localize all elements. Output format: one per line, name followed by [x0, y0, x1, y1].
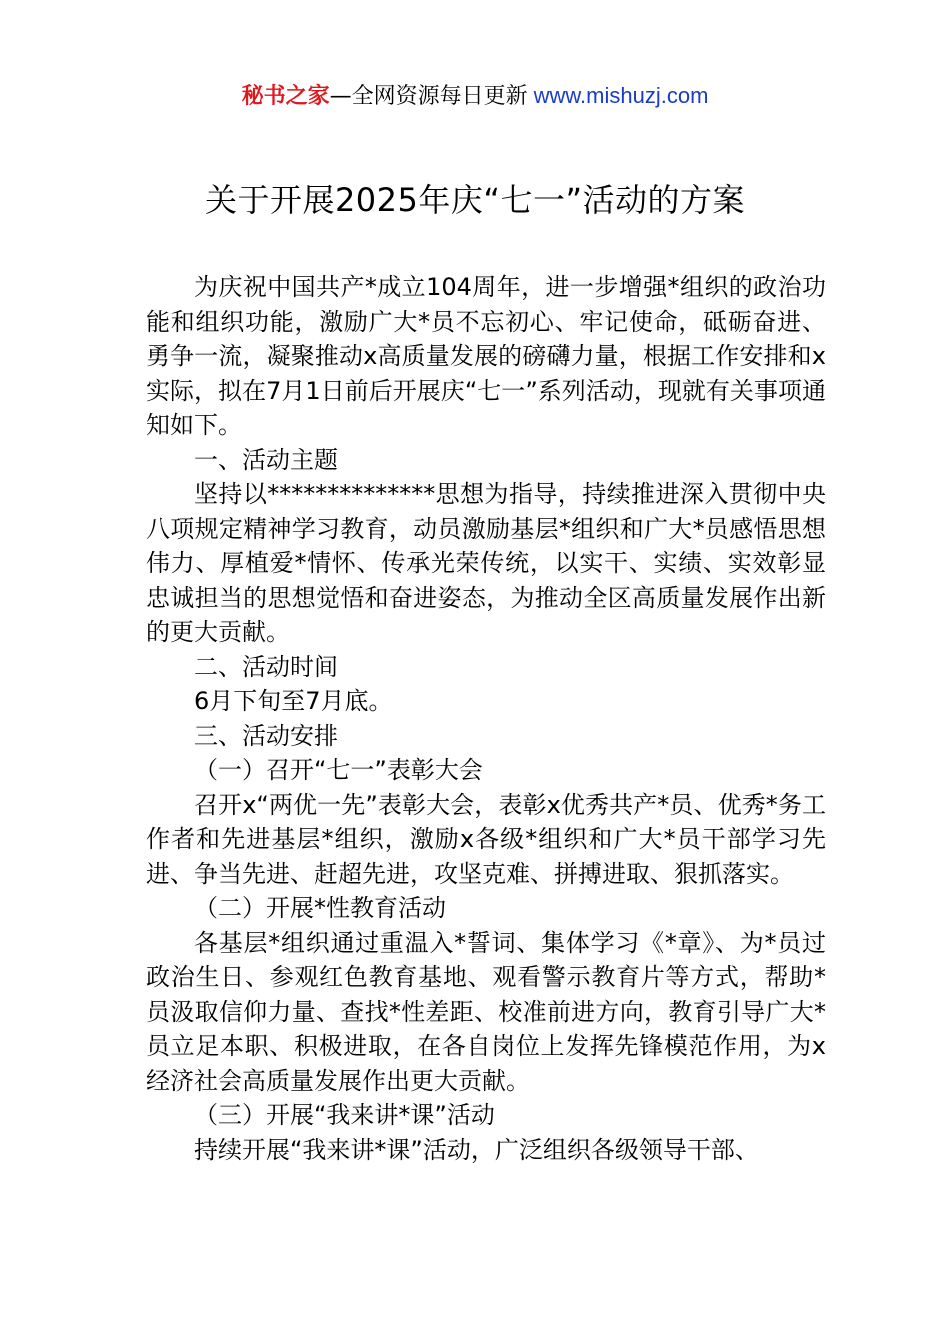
site-tagline: —全网资源每日更新 — [329, 84, 528, 109]
time-paragraph: 6月下旬至7月底。 — [194, 687, 393, 715]
document-body — [146, 270, 826, 1167]
site-header — [0, 80, 950, 113]
subsection-paragraph-2: 各基层*组织通过重温入*誓词、集体学习《*章》、为*员过政治生日、参观红色教育基地、观看警示教育片等方式，帮助*员汲取信仰力量、查找*性差距、校准前进方向，教育引导广大*员立足本职、积极进取，在各自岗位上发挥先锋模范作用，为x经济社会高质量发展作出更大贡献。 — [146, 928, 826, 1095]
section-heading-time: 二、活动时间 — [194, 652, 338, 681]
subsection-heading-1: （一）召开“七一”表彰大会 — [194, 756, 483, 784]
section-heading-theme: 一、活动主题 — [194, 445, 338, 474]
subsection-paragraph-3: 持续开展“我来讲*课”活动，广泛组织各级领导干部、 — [194, 1135, 759, 1164]
subsection-heading-2: （二）开展*性教育活动 — [194, 894, 446, 922]
intro-paragraph: 为庆祝中国共产*成立104周年，进一步增强*组织的政治功能和组织功能，激励广大*员不忘初心、牢记使命，砥砺奋进、勇争一流，凝聚推动x高质量发展的磅礴力量，根据工作安排和x实际，拟在7月1日前后开展庆“七一”系列活动，现就有关事项通知如下。 — [146, 273, 826, 439]
site-url-link[interactable]: www.mishuzj.com — [533, 83, 709, 108]
document-title: 关于开展2025年庆“七一”活动的方案 — [204, 181, 746, 219]
subsection-paragraph-1: 召开x“两优一先”表彰大会，表彰x优秀共产*员、优秀*务工作者和先进基层*组织，激励x各级*组织和广大*员干部学习先进、争当先进、赶超先进，攻坚克难、拼搏进取、狠抓落实。 — [146, 790, 826, 888]
subsection-heading-3: （三）开展“我来讲*课”活动 — [194, 1101, 495, 1129]
site-brand: 秘书之家 — [241, 84, 330, 109]
section-heading-arrangement: 三、活动安排 — [194, 721, 338, 750]
theme-paragraph: 坚持以**************思想为指导，持续推进深入贯彻中央八项规定精神学习教育，动员激励基层*组织和广大*员感悟思想伟力、厚植爱*情怀、传承光荣传统，以实干、实绩、实效彰显忠诚担当的思想觉悟和奋进姿态，为推动全区高质量发展作出新的更大贡献。 — [146, 480, 826, 646]
